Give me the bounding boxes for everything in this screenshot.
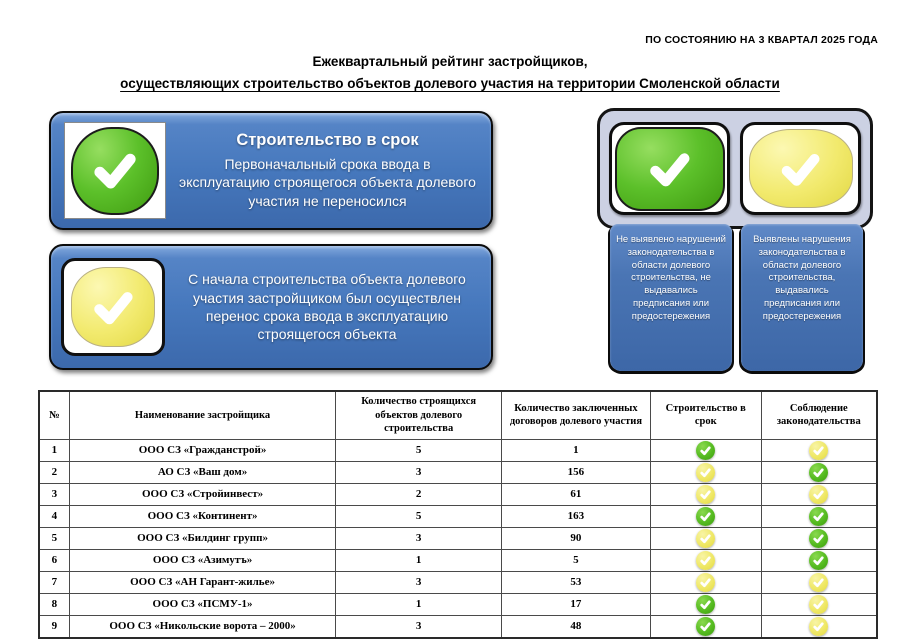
row-number-cell: 3 [39,483,69,505]
on-time-badge-yellow [696,573,715,592]
page-title [0,51,900,94]
compliance-badge-yellow [809,617,828,636]
on-time-cell [650,505,761,527]
table-row [39,439,877,461]
table-row [39,615,877,638]
legend-on-time-body: Первоначальный срока ввода в эксплуатацию строящегося объекта долевого участия не переносился [179,155,476,209]
objects-count-cell: 1 [336,593,502,615]
compliance-cell [761,439,877,461]
column-header: Количество заключенных договоров долевого участия [501,391,650,439]
compliance-cell [761,527,877,549]
objects-count-cell: 3 [336,615,502,638]
on-time-badge-yellow [696,529,715,548]
table-header-row [39,391,877,439]
compliance-badge-green [809,551,828,570]
compliance-badge-green [809,463,828,482]
objects-count-cell: 5 [336,439,502,461]
on-time-badge-yellow [696,551,715,570]
on-time-badge-green [696,595,715,614]
objects-count-cell: 3 [336,527,502,549]
on-time-cell [650,593,761,615]
compliance-ok-box: Не выявлено нарушений законодательства в области долевого строительства, не выдавались предписания или предостережения [610,224,732,371]
report-date: ПО СОСТОЯНИЮ НА 3 КВАРТАЛ 2025 ГОДА [645,34,878,46]
developer-name-cell: ООО СЗ «Азимутъ» [69,549,336,571]
developer-name-cell: АО СЗ «Ваш дом» [69,461,336,483]
compliance-violation-tile [740,122,861,215]
table-row [39,461,877,483]
objects-count-cell: 1 [336,549,502,571]
contracts-count-cell: 53 [501,571,650,593]
compliance-badge-yellow [809,595,828,614]
compliance-cell [761,483,877,505]
column-header: Наименование застройщика [69,391,336,439]
on-time-cell [650,439,761,461]
developer-name-cell: ООО СЗ «Никольские ворота – 2000» [69,615,336,638]
compliance-violation-box: Выявлены нарушения законодательства в области долевого строительства, выдавались предписания или предостережения [741,224,863,371]
objects-count-cell: 3 [336,571,502,593]
compliance-badge-yellow [809,485,828,504]
on-time-cell [650,549,761,571]
developer-name-cell: ООО СЗ «Билдинг групп» [69,527,336,549]
developer-name-cell: ООО СЗ «Стройинвест» [69,483,336,505]
compliance-badge-yellow [809,573,828,592]
green-check-icon [71,127,159,215]
on-time-badge-green [696,441,715,460]
contracts-count-cell: 156 [501,461,650,483]
compliance-cell [761,571,877,593]
row-number-cell: 1 [39,439,69,461]
column-header: № [39,391,69,439]
table-row [39,505,877,527]
contracts-count-cell: 48 [501,615,650,638]
title-line-2: осуществляющих строительство объектов долевого участия на территории Смоленской области [120,75,780,91]
table-row [39,527,877,549]
on-time-badge-yellow [696,485,715,504]
on-time-cell [650,571,761,593]
legend-on-time-title: Строительство в срок [236,130,419,149]
row-number-cell: 2 [39,461,69,483]
compliance-badge-yellow [809,441,828,460]
compliance-cell [761,615,877,638]
contracts-count-cell: 90 [501,527,650,549]
developers-table [38,390,878,639]
table-row [39,549,877,571]
table-wrapper [38,390,878,639]
legend-delayed-body: С начала строительства объекта долевого участия застройщиком был осуществлен перенос срока ввода в эксплуатацию строящегося объекта [188,271,466,343]
green-check-tile [64,122,166,219]
on-time-badge-yellow [696,463,715,482]
legend-delayed-text [165,266,491,348]
compliance-cell [761,593,877,615]
column-header: Строительство в срок [650,391,761,439]
contracts-count-cell: 5 [501,549,650,571]
objects-count-cell: 5 [336,505,502,527]
developer-name-cell: ООО СЗ «Континент» [69,505,336,527]
row-number-cell: 5 [39,527,69,549]
row-number-cell: 6 [39,549,69,571]
title-line-1: Ежеквартальный рейтинг застройщиков, [312,54,588,69]
compliance-ok-tile [609,122,730,215]
contracts-count-cell: 61 [501,483,650,505]
yellow-check-icon [749,129,853,208]
row-number-cell: 8 [39,593,69,615]
on-time-cell [650,615,761,638]
objects-count-cell: 2 [336,483,502,505]
developer-name-cell: ООО СЗ «Гражданстрой» [69,439,336,461]
table-row [39,593,877,615]
compliance-cell [761,461,877,483]
table-row [39,483,877,505]
compliance-badge-green [809,529,828,548]
legend-delayed-box [49,244,493,370]
legend-on-time-box [49,111,493,230]
table-row [39,571,877,593]
yellow-check-icon [71,267,155,347]
on-time-cell [650,527,761,549]
contracts-count-cell: 163 [501,505,650,527]
contracts-count-cell: 1 [501,439,650,461]
on-time-cell [650,483,761,505]
legend-on-time-text [166,127,491,214]
developer-name-cell: ООО СЗ «АН Гарант-жилье» [69,571,336,593]
developer-name-cell: ООО СЗ «ПСМУ-1» [69,593,336,615]
row-number-cell: 9 [39,615,69,638]
on-time-badge-green [696,507,715,526]
contracts-count-cell: 17 [501,593,650,615]
yellow-check-tile [61,258,165,356]
compliance-badge-green [809,507,828,526]
column-header: Количество строящихся объектов долевого строительства [336,391,502,439]
on-time-badge-green [696,617,715,636]
on-time-cell [650,461,761,483]
row-number-cell: 7 [39,571,69,593]
compliance-cell [761,549,877,571]
objects-count-cell: 3 [336,461,502,483]
column-header: Соблюдение законодательства [761,391,877,439]
row-number-cell: 4 [39,505,69,527]
green-check-icon [615,127,725,211]
compliance-cell [761,505,877,527]
compliance-legend-panel [597,108,873,229]
